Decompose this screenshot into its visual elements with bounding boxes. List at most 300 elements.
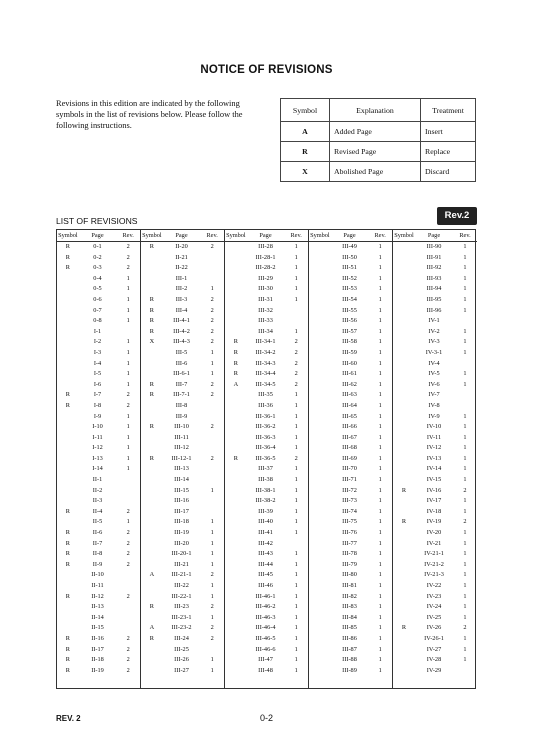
row-symbol: R	[233, 454, 238, 462]
revision-badge: Rev.2	[437, 207, 477, 225]
table-row	[141, 348, 224, 359]
row-symbol	[309, 666, 331, 677]
row-symbol: R	[65, 243, 70, 250]
row-page: III-44	[258, 560, 273, 568]
revision-column-header	[225, 230, 308, 242]
row-page: I-12	[92, 444, 103, 452]
row-page: III-7-1	[173, 391, 190, 399]
table-row	[225, 306, 308, 317]
row-page: III-23	[174, 603, 189, 611]
table-row	[141, 655, 224, 666]
row-symbol	[309, 401, 331, 412]
row-symbol	[225, 433, 247, 444]
row-symbol	[57, 443, 79, 454]
row-rev: 1	[294, 582, 298, 589]
table-row	[309, 539, 392, 550]
row-symbol	[393, 570, 415, 581]
row-rev	[453, 316, 477, 327]
row-page: IV-2	[428, 327, 440, 335]
row-page: III-30	[258, 285, 273, 293]
row-symbol	[141, 369, 163, 380]
row-page: II-13	[91, 603, 104, 611]
row-page: II-19	[91, 666, 104, 674]
row-symbol	[141, 348, 163, 359]
table-row	[393, 306, 477, 317]
row-symbol	[225, 316, 247, 327]
legend-header-symbol: Symbol	[281, 99, 330, 122]
row-rev: 1	[378, 529, 382, 537]
table-row	[393, 369, 477, 380]
row-rev: 1	[210, 285, 214, 293]
row-rev: 1	[210, 486, 214, 494]
row-symbol	[393, 359, 415, 370]
row-rev: 1	[378, 338, 382, 346]
table-row	[309, 380, 392, 391]
row-symbol	[141, 528, 163, 539]
table-row	[225, 433, 308, 444]
header-rev: Rev.	[206, 232, 218, 239]
table-row	[225, 390, 308, 401]
row-symbol	[393, 401, 415, 412]
table-row	[225, 486, 308, 497]
row-page: II-8	[92, 550, 103, 558]
row-page: III-78	[342, 550, 357, 558]
row-symbol	[57, 422, 79, 433]
row-rev: 1	[378, 401, 382, 409]
row-symbol	[309, 464, 331, 475]
page-title: NOTICE OF REVISIONS	[200, 64, 333, 76]
row-symbol	[309, 253, 331, 264]
row-symbol: R	[401, 486, 407, 494]
table-row	[141, 623, 224, 634]
legend-treatment: Discard	[421, 162, 476, 182]
legend-header-explanation: Explanation	[330, 99, 421, 122]
row-page: III-8	[175, 401, 188, 409]
table-row	[393, 327, 477, 338]
row-rev	[116, 496, 140, 507]
row-symbol	[225, 284, 247, 295]
row-symbol: R	[233, 370, 238, 378]
row-page: 0-3	[93, 264, 102, 272]
row-rev: 1	[378, 444, 382, 452]
row-rev: 2	[126, 529, 130, 537]
row-page: III-68	[342, 444, 357, 452]
row-rev: 1	[294, 645, 298, 653]
row-rev: 1	[126, 274, 130, 282]
row-symbol	[309, 422, 331, 433]
row-symbol	[309, 306, 331, 317]
table-row	[225, 454, 308, 465]
row-rev: 1	[463, 433, 467, 441]
row-page: III-81	[342, 582, 357, 589]
row-symbol	[309, 348, 331, 359]
row-rev: 1	[378, 433, 382, 441]
row-page: III-18	[174, 518, 189, 526]
row-symbol	[309, 263, 331, 274]
row-page: III-26	[174, 656, 189, 664]
row-page: III-36-1	[255, 412, 276, 420]
table-row	[309, 422, 392, 433]
row-page: III-55	[342, 306, 357, 314]
row-page: III-36	[258, 401, 273, 409]
row-symbol: A	[149, 624, 155, 632]
table-row	[309, 613, 392, 624]
table-row	[309, 560, 392, 571]
row-rev: 1	[378, 370, 382, 378]
row-rev: 1	[463, 550, 467, 558]
table-row	[393, 655, 477, 666]
header-rev: Rev.	[374, 232, 386, 239]
row-page: IV-9	[428, 412, 440, 420]
row-symbol	[393, 284, 415, 295]
row-symbol	[141, 443, 163, 454]
row-symbol	[225, 613, 247, 624]
table-row	[57, 401, 140, 412]
table-row	[141, 475, 224, 486]
table-row	[57, 316, 140, 327]
row-rev	[284, 539, 308, 550]
row-page: III-16	[174, 497, 189, 505]
row-page: IV-22	[426, 582, 442, 589]
row-symbol	[225, 666, 247, 677]
row-rev: 1	[463, 370, 467, 378]
row-symbol: R	[65, 634, 70, 642]
row-symbol	[57, 359, 79, 370]
table-row	[225, 464, 308, 475]
row-rev: 1	[378, 359, 382, 367]
table-row	[309, 528, 392, 539]
row-page: III-28-1	[255, 253, 276, 261]
row-rev: 1	[294, 274, 298, 282]
table-row	[141, 539, 224, 550]
row-rev	[116, 623, 140, 634]
row-rev: 1	[378, 327, 382, 335]
row-rev: 1	[463, 560, 467, 568]
table-row	[141, 242, 224, 253]
legend-symbol: X	[281, 162, 330, 182]
table-row	[141, 443, 224, 454]
row-symbol	[225, 295, 247, 306]
row-symbol	[225, 623, 247, 634]
row-symbol	[393, 602, 415, 613]
row-symbol: R	[65, 550, 70, 558]
row-rev: 1	[294, 444, 298, 452]
table-row	[393, 581, 477, 592]
table-row	[57, 507, 140, 518]
row-rev: 2	[210, 454, 214, 462]
row-rev: 2	[294, 348, 298, 356]
revision-column	[57, 230, 141, 688]
row-symbol	[57, 623, 79, 634]
table-row	[393, 253, 477, 264]
row-page: IV-13	[426, 454, 442, 462]
row-rev	[116, 475, 140, 486]
row-symbol	[309, 496, 331, 507]
footer-page-number: 0-2	[259, 713, 273, 723]
table-row	[309, 496, 392, 507]
table-row	[57, 496, 140, 507]
row-rev: 1	[378, 518, 382, 526]
row-rev: 1	[463, 348, 467, 356]
table-row	[309, 634, 392, 645]
row-rev: 1	[463, 295, 467, 303]
row-symbol: A	[149, 571, 155, 579]
row-rev: 1	[378, 423, 382, 431]
row-rev: 1	[210, 348, 214, 356]
table-row	[141, 634, 224, 645]
table-row	[393, 337, 477, 348]
row-page: III-45	[258, 571, 273, 579]
table-row	[393, 401, 477, 412]
row-rev: 1	[378, 582, 382, 589]
row-rev: 1	[126, 412, 130, 420]
row-page: IV-24	[426, 603, 442, 611]
row-page: III-38-1	[255, 486, 276, 494]
row-symbol	[393, 306, 415, 317]
row-page: II-18	[91, 656, 104, 664]
row-symbol	[141, 592, 163, 603]
table-row	[393, 486, 477, 497]
row-rev: 1	[210, 582, 214, 589]
row-rev: 1	[378, 412, 382, 420]
row-page: 0-6	[93, 295, 102, 303]
row-symbol	[225, 570, 247, 581]
row-rev: 2	[210, 634, 214, 642]
table-row	[57, 380, 140, 391]
row-page: III-22	[174, 582, 189, 589]
row-symbol	[225, 634, 247, 645]
table-row	[141, 433, 224, 444]
row-symbol	[57, 284, 79, 295]
row-symbol	[393, 412, 415, 423]
row-page: III-50	[342, 253, 357, 261]
row-rev: 1	[463, 243, 467, 250]
row-symbol	[393, 337, 415, 348]
table-row	[225, 496, 308, 507]
row-page: III-34-4	[255, 370, 276, 378]
row-rev: 1	[126, 306, 130, 314]
row-page: III-90	[426, 243, 442, 250]
row-symbol: R	[65, 666, 70, 674]
row-symbol	[225, 560, 247, 571]
row-rev: 2	[463, 518, 467, 526]
row-symbol	[393, 507, 415, 518]
row-rev: 1	[378, 634, 382, 642]
row-symbol	[225, 422, 247, 433]
header-symbol: Symbol	[394, 232, 414, 239]
table-row	[225, 666, 308, 677]
table-row	[57, 570, 140, 581]
row-rev: 1	[463, 274, 467, 282]
row-rev	[453, 359, 477, 370]
row-rev: 1	[126, 423, 130, 431]
row-symbol	[57, 496, 79, 507]
row-symbol	[57, 369, 79, 380]
table-row	[393, 517, 477, 528]
row-rev: 2	[126, 507, 130, 515]
row-symbol: R	[149, 391, 154, 399]
row-symbol	[225, 464, 247, 475]
row-rev: 1	[463, 529, 467, 537]
row-rev: 2	[210, 295, 214, 303]
table-row	[225, 380, 308, 391]
table-row	[309, 581, 392, 592]
row-page: III-34-2	[255, 348, 276, 356]
row-rev: 1	[463, 507, 467, 515]
footer-revision: REV. 2	[56, 714, 81, 723]
row-rev: 1	[210, 666, 214, 674]
row-rev	[200, 464, 224, 475]
row-page: I-10	[92, 423, 103, 431]
row-symbol: R	[65, 264, 70, 272]
row-symbol	[393, 316, 415, 327]
row-page: III-59	[342, 348, 357, 356]
header-page: Page	[259, 232, 272, 239]
row-page: III-4-1	[173, 317, 190, 325]
row-page: III-46	[258, 582, 273, 589]
table-row	[57, 486, 140, 497]
row-rev: 1	[210, 539, 214, 547]
row-symbol	[393, 295, 415, 306]
row-rev: 1	[463, 285, 467, 293]
legend-symbol: R	[281, 142, 330, 162]
row-page: III-21-1	[171, 571, 192, 579]
row-symbol	[393, 539, 415, 550]
table-row	[57, 613, 140, 624]
legend-header-treatment: Treatment	[421, 99, 476, 122]
row-rev: 1	[294, 497, 298, 505]
table-row	[225, 443, 308, 454]
row-rev: 1	[294, 613, 298, 621]
table-row	[141, 284, 224, 295]
row-page: III-89	[342, 666, 357, 674]
table-row	[141, 666, 224, 677]
table-row	[393, 443, 477, 454]
table-row	[141, 486, 224, 497]
row-rev: 1	[463, 613, 467, 621]
row-rev: 1	[126, 518, 130, 526]
row-page: II-21	[175, 253, 188, 261]
row-rev: 2	[126, 401, 130, 409]
row-rev: 1	[378, 656, 382, 664]
table-row	[309, 623, 392, 634]
row-symbol	[309, 242, 331, 253]
revision-column	[309, 230, 393, 688]
row-symbol	[309, 528, 331, 539]
table-row	[57, 560, 140, 571]
row-rev: 2	[126, 253, 130, 261]
row-page: III-32	[258, 306, 273, 314]
row-symbol: R	[149, 243, 154, 250]
table-row	[225, 645, 308, 656]
row-page: IV-4	[428, 359, 440, 367]
table-row	[57, 581, 140, 592]
table-row	[309, 263, 392, 274]
row-symbol: R	[233, 359, 238, 367]
row-rev: 1	[126, 359, 130, 367]
row-rev: 1	[463, 380, 467, 388]
row-symbol	[141, 666, 163, 677]
row-symbol	[141, 549, 163, 560]
row-page: III-13	[174, 465, 189, 473]
row-symbol	[141, 613, 163, 624]
row-rev: 1	[126, 380, 130, 388]
row-symbol	[393, 380, 415, 391]
table-row	[57, 517, 140, 528]
table-row	[141, 412, 224, 423]
row-symbol	[393, 327, 415, 338]
row-rev: 1	[378, 613, 382, 621]
row-rev: 1	[294, 243, 298, 250]
row-symbol	[225, 645, 247, 656]
table-row	[57, 539, 140, 550]
row-rev: 1	[126, 338, 130, 346]
table-row	[309, 412, 392, 423]
row-page: III-46-2	[255, 603, 276, 611]
row-rev: 1	[463, 592, 467, 600]
table-row	[393, 412, 477, 423]
row-rev: 1	[294, 401, 298, 409]
row-page: III-63	[342, 391, 357, 399]
row-rev: 2	[294, 370, 298, 378]
row-rev	[200, 645, 224, 656]
row-rev: 1	[463, 476, 467, 484]
table-row	[141, 496, 224, 507]
row-page: IV-3	[428, 338, 440, 346]
row-rev: 1	[294, 285, 298, 293]
row-rev: 1	[210, 370, 214, 378]
row-page: III-56	[342, 317, 357, 325]
table-row	[309, 369, 392, 380]
row-rev	[200, 433, 224, 444]
row-symbol	[309, 623, 331, 634]
row-page: III-17	[174, 507, 189, 515]
row-page: III-46-1	[255, 592, 276, 600]
table-row	[57, 359, 140, 370]
row-rev: 1	[378, 454, 382, 462]
table-row	[309, 507, 392, 518]
row-page: III-12	[174, 444, 189, 452]
row-rev	[200, 412, 224, 423]
table-row	[57, 623, 140, 634]
row-symbol	[393, 634, 415, 645]
row-page: IV-3-1	[425, 348, 443, 356]
row-page: II-20	[175, 243, 188, 250]
row-symbol: R	[65, 656, 70, 664]
row-rev: 1	[378, 285, 382, 293]
row-page: 0-2	[93, 253, 102, 261]
row-page: III-47	[258, 656, 273, 664]
table-row	[309, 592, 392, 603]
table-row	[141, 263, 224, 274]
row-rev	[200, 253, 224, 264]
table-row	[57, 602, 140, 613]
row-symbol	[393, 253, 415, 264]
row-symbol: A	[233, 380, 239, 388]
table-row	[393, 560, 477, 571]
legend-symbol: A	[281, 122, 330, 142]
legend-treatment: Insert	[421, 122, 476, 142]
row-symbol	[57, 306, 79, 317]
row-rev: 1	[294, 391, 298, 399]
row-symbol	[57, 316, 79, 327]
row-rev: 1	[126, 295, 130, 303]
row-page: III-36-3	[255, 433, 276, 441]
table-row	[393, 645, 477, 656]
row-page: II-7	[92, 539, 103, 547]
row-symbol	[393, 274, 415, 285]
row-rev	[116, 570, 140, 581]
